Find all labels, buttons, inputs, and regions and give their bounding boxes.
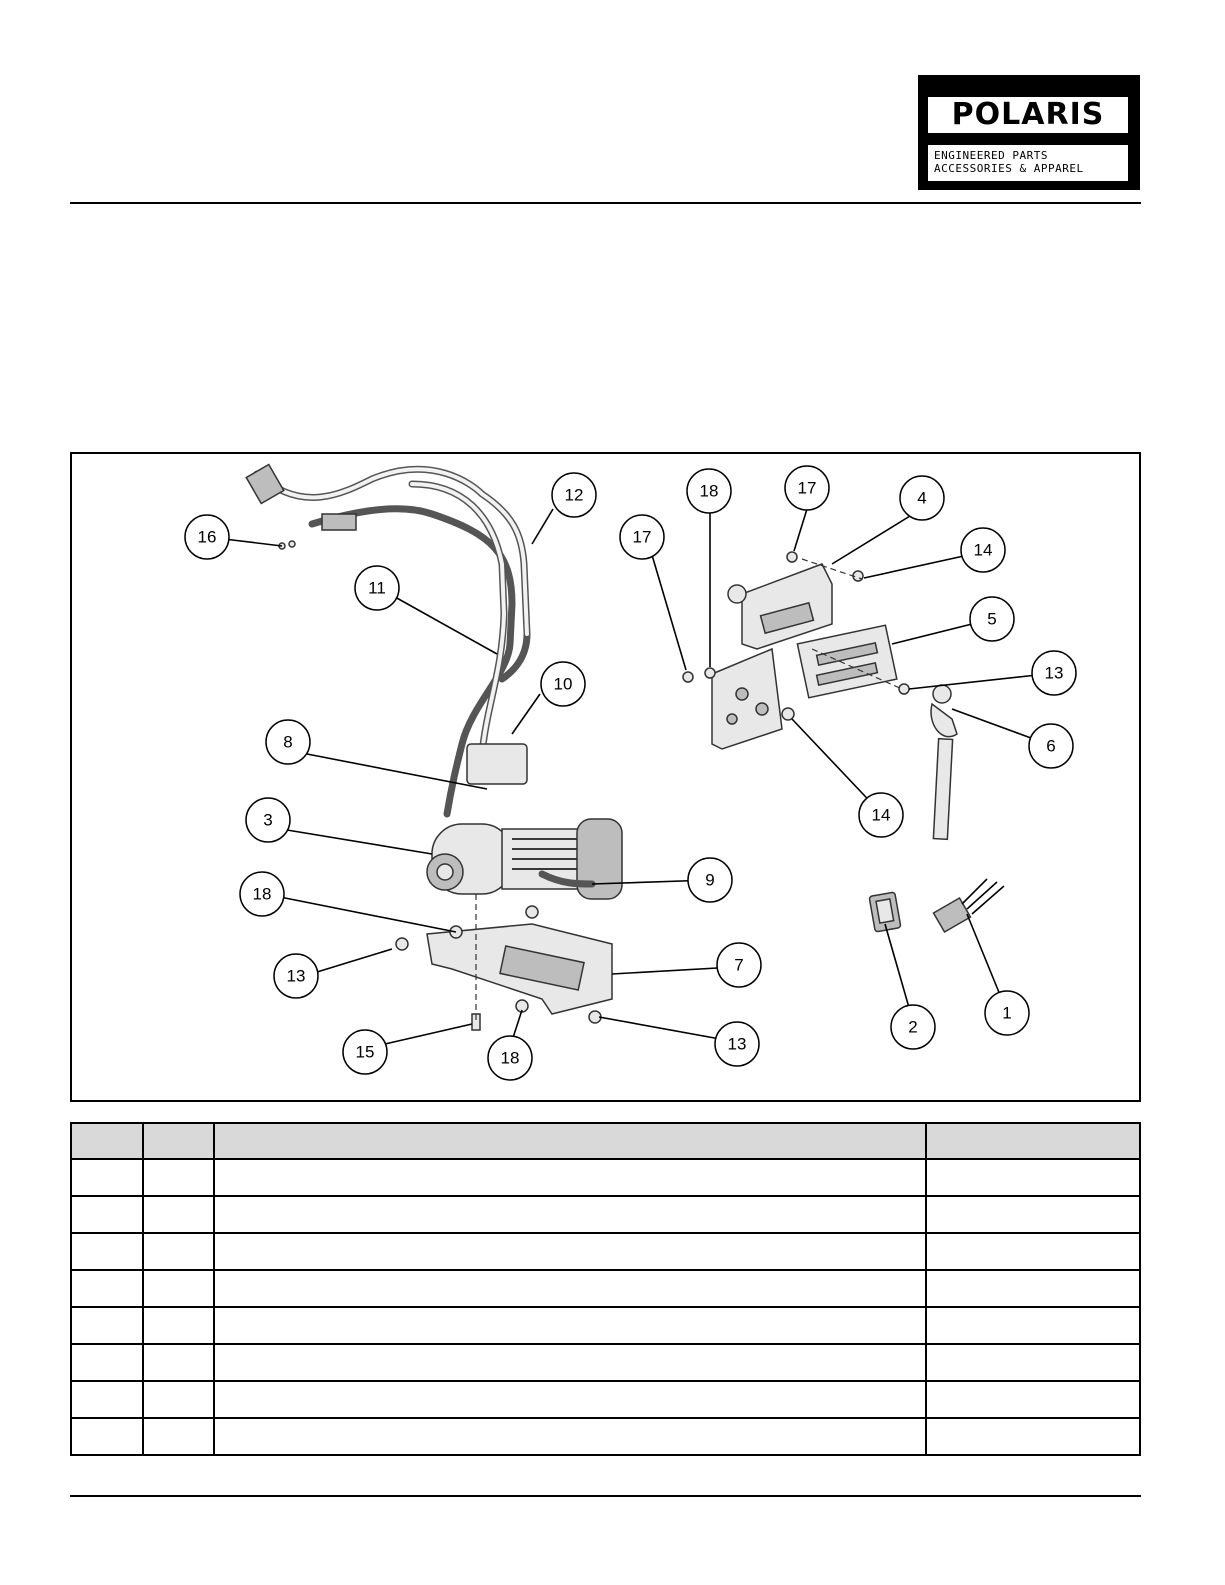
table-cell: [143, 1307, 215, 1344]
leader-lines: [224, 509, 1050, 1047]
header-rule: [70, 202, 1141, 204]
column-header: [143, 1123, 215, 1159]
hook-strap: [931, 685, 957, 839]
callout-label: 13: [727, 1034, 747, 1054]
callout-17-a: [620, 515, 664, 559]
table-cell: [926, 1344, 1140, 1381]
table-cell: [926, 1233, 1140, 1270]
callout-16: [185, 515, 229, 559]
callout-18-b: [488, 1036, 532, 1080]
table-cell: [71, 1381, 143, 1418]
table-cell: [926, 1381, 1140, 1418]
callout-label: 14: [973, 540, 993, 560]
callout-label: 16: [197, 527, 217, 547]
table-row: [71, 1344, 1140, 1381]
callout-label: 17: [797, 478, 817, 498]
table-row: [71, 1196, 1140, 1233]
callout-12: [552, 473, 596, 517]
callout-5: [970, 597, 1014, 641]
callout-13-c: [1032, 651, 1076, 695]
logo-tagline: [928, 145, 1128, 181]
table-cell: [143, 1344, 215, 1381]
callout-label: 10: [553, 674, 573, 694]
parts-table: [70, 1122, 1141, 1456]
exploded-parts-diagram: [70, 452, 1141, 1102]
table-cell: [214, 1196, 925, 1233]
callout-7: [717, 943, 761, 987]
table-cell: [143, 1196, 215, 1233]
table-cell: [143, 1159, 215, 1196]
logo-tagline-line-1: ENGINEERED PARTS: [934, 149, 1048, 162]
table-cell: [214, 1233, 925, 1270]
table-cell: [214, 1270, 925, 1307]
callout-10: [541, 662, 585, 706]
callout-8: [266, 720, 310, 764]
column-header: [926, 1123, 1140, 1159]
diagram-canvas: [72, 454, 1139, 1100]
table-row: [71, 1381, 1140, 1418]
table-header-row: [71, 1123, 1140, 1159]
callout-9: [688, 858, 732, 902]
connector-pigtail: [934, 879, 1004, 932]
column-header: [71, 1123, 143, 1159]
table-cell: [71, 1307, 143, 1344]
callout-label: 17: [632, 527, 652, 547]
callout-11: [355, 566, 399, 610]
table-cell: [926, 1270, 1140, 1307]
callout-17-b: [785, 466, 829, 510]
table-cell: [214, 1381, 925, 1418]
callout-14-b: [859, 793, 903, 837]
callout-1: [985, 991, 1029, 1035]
callout-label: 4: [917, 488, 927, 508]
callout-label: 18: [699, 481, 719, 501]
callout-label: 5: [987, 609, 997, 629]
mount-plate: [396, 894, 612, 1030]
callout-label: 13: [286, 966, 306, 986]
callout-label: 1: [1002, 1003, 1012, 1023]
table-cell: [71, 1270, 143, 1307]
table-row: [71, 1159, 1140, 1196]
logo-brand: POLARIS: [928, 97, 1128, 133]
column-header: [214, 1123, 925, 1159]
callout-label: 18: [252, 884, 272, 904]
callout-label: 3: [263, 810, 273, 830]
table-cell: [71, 1344, 143, 1381]
callout-13-a: [274, 954, 318, 998]
table-row: [71, 1307, 1140, 1344]
table-cell: [143, 1233, 215, 1270]
callout-18-c: [687, 469, 731, 513]
callout-14-a: [961, 528, 1005, 572]
callout-label: 9: [705, 870, 715, 890]
callout-label: 12: [564, 485, 584, 505]
callout-label: 6: [1046, 736, 1056, 756]
callout-label: 13: [1044, 663, 1064, 683]
callout-label: 8: [283, 732, 293, 752]
roller-fairlead: [797, 625, 909, 698]
callout-label: 11: [368, 578, 386, 598]
table-cell: [214, 1344, 925, 1381]
table-row: [71, 1270, 1140, 1307]
callout-15: [343, 1030, 387, 1074]
table-cell: [71, 1233, 143, 1270]
table-cell: [71, 1196, 143, 1233]
callout-4: [900, 476, 944, 520]
callout-label: 7: [734, 955, 744, 975]
callout-13-b: [715, 1022, 759, 1066]
callout-label: 2: [908, 1017, 918, 1037]
callout-6: [1029, 724, 1073, 768]
table-cell: [926, 1418, 1140, 1455]
table-cell: [143, 1381, 215, 1418]
table-cell: [143, 1418, 215, 1455]
callout-label: 18: [500, 1048, 520, 1068]
callout-label: 14: [871, 805, 891, 825]
polaris-logo: [918, 75, 1140, 190]
callout-2: [891, 1005, 935, 1049]
callout-3: [246, 798, 290, 842]
table-row: [71, 1418, 1140, 1455]
table-cell: [71, 1418, 143, 1455]
table-cell: [214, 1159, 925, 1196]
logo-tagline-line-2: ACCESSORIES & APPAREL: [934, 162, 1084, 175]
footer-rule: [70, 1495, 1141, 1497]
table-cell: [926, 1159, 1140, 1196]
table-cell: [214, 1307, 925, 1344]
table-cell: [71, 1159, 143, 1196]
table-cell: [926, 1307, 1140, 1344]
table-cell: [143, 1270, 215, 1307]
table-row: [71, 1233, 1140, 1270]
callout-label: 15: [355, 1042, 375, 1062]
table-cell: [926, 1196, 1140, 1233]
callout-18-a: [240, 872, 284, 916]
table-cell: [214, 1418, 925, 1455]
